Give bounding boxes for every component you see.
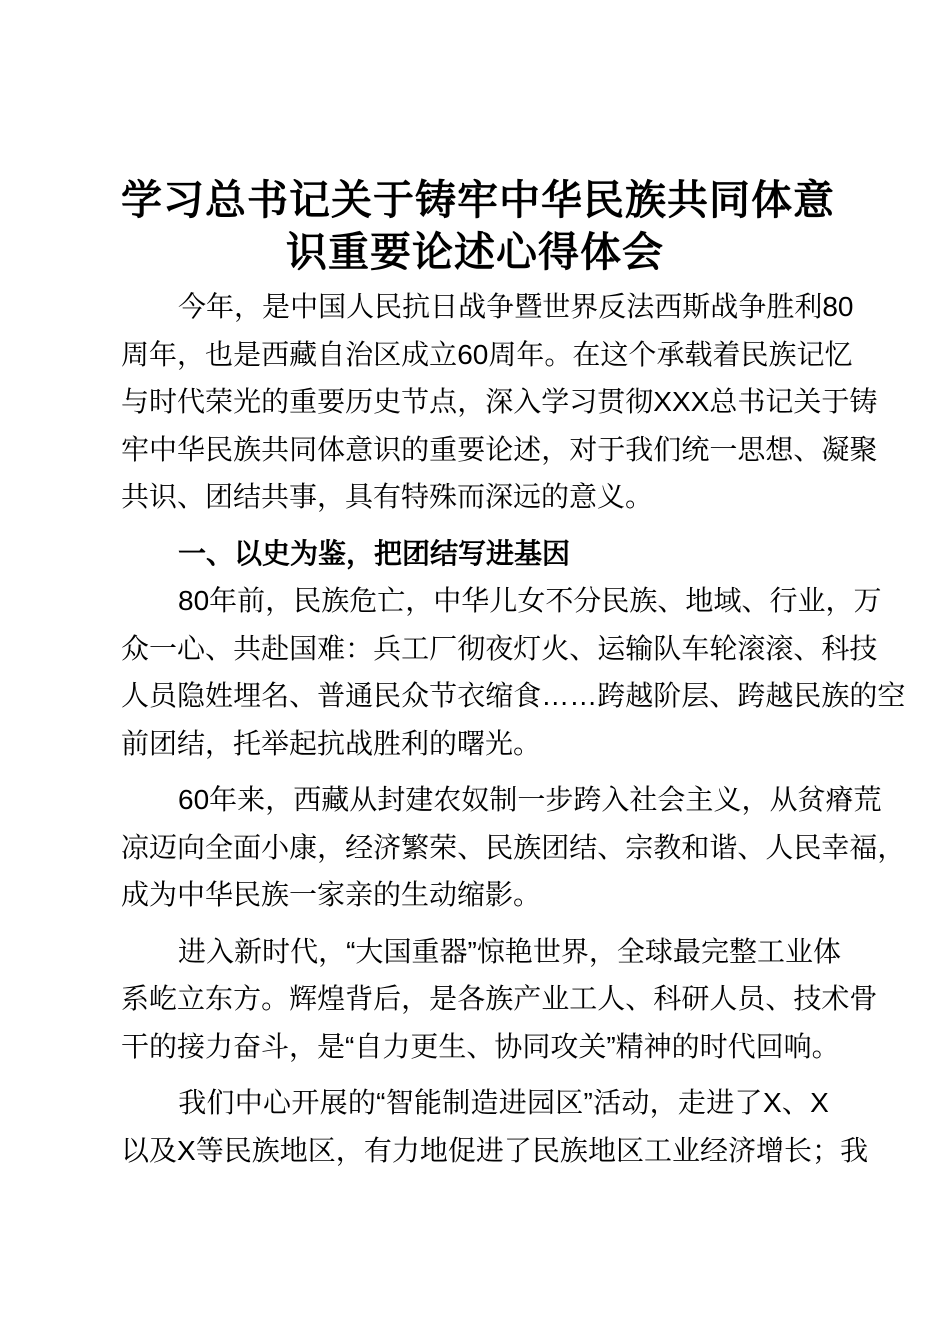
text-line: 共识、团结共事，具有特殊而深远的意义。 (121, 481, 654, 512)
text-line: 干的接力奋斗，是“自力更生、协同攻关”精神的时代回响。 (121, 1030, 840, 1062)
text-line: 凉 迈 向 全 面 小 康 ， 经 济 繁 荣 、 民 族 团 结 、 宗 教 和 谐 、 人 民 幸 福 ， (121, 831, 906, 863)
text-line: 以 及 X 等 民 族 地 区 ， 有 力 地 促 进 了 民 族 地 区 工 业 经 济 增 长 ； 我 (121, 1134, 869, 1166)
document-title (121, 174, 835, 278)
document-content (121, 174, 906, 1183)
first-line-indent (121, 283, 178, 331)
text-line: 今 年 ， 是 中 国 人 民 抗 日 战 争 暨 世 界 反 法 西 斯 战 争 胜 利 80 (121, 283, 829, 331)
first-line-indent (121, 776, 178, 824)
paragraph (121, 776, 906, 919)
text-line: 与 时 代 荣 光 的 重 要 历 史 节 点 ， 深 入 学 习 贯 彻 XXX 总 书 记 关 于 铸 (121, 386, 878, 417)
title-line-2: 识重要论述心得体会 (286, 229, 664, 275)
text-line: 一、以史为鉴，把团结写进基因 (178, 537, 571, 569)
paragraph (121, 928, 878, 1071)
text-line: 前团结，托举起抗战胜利的曙光。 (121, 727, 542, 759)
text-line: 成为中华民族一家亲的生动缩影。 (121, 879, 542, 910)
text-line: 周 年 ， 也 是 西 藏 自 治 区 成 立 60 周 年 。 在 这 个 承 载 着 民 族 记 忆 (121, 338, 853, 370)
paragraph (121, 1079, 869, 1174)
first-line-indent (121, 1079, 178, 1127)
text-line: 人 员 隐 姓 埋 名 、 普 通 民 众 节 衣 缩 食 … … 跨 越 阶 层 、 跨 越 民 族 的 空 (121, 680, 906, 711)
title-line-1: 学习总书记关于铸牢中华民族共同体意 (121, 177, 835, 223)
document-body (121, 283, 906, 1174)
text-line: 60 年 来 ， 西 藏 从 封 建 农 奴 制 一 步 跨 入 社 会 主 义 ， 从 贫 瘠 荒 (121, 776, 829, 824)
paragraph (121, 577, 906, 767)
text-line: 80 年 前 ， 民 族 危 亡 ， 中 华 儿 女 不 分 民 族 、 地 域 、 行 业 ， 万 (121, 577, 829, 625)
first-line-indent (121, 577, 178, 625)
text-line: 系 屹 立 东 方 。 辉 煌 背 后 ， 是 各 族 产 业 工 人 、 科 研 人 员 、 技 术 骨 (121, 983, 878, 1014)
text-line: 牢 中 华 民 族 共 同 体 意 识 的 重 要 论 述 ， 对 于 我 们 统 一 思 想 、 凝 聚 (121, 433, 878, 465)
paragraph (121, 283, 878, 521)
section-heading (121, 530, 829, 578)
text-line: 众 一 心 、 共 赴 国 难 ： 兵 工 厂 彻 夜 灯 火 、 运 输 队 车 轮 滚 滚 、 科 技 (121, 632, 878, 664)
first-line-indent (121, 928, 178, 976)
text-line: 进 入 新 时 代 ， “ 大 国 重 器 ” 惊 艳 世 界 ， 全 球 最 完 整 工 业 体 (121, 928, 829, 976)
text-line: 我 们 中 心 开 展 的 “ 智 能 制 造 进 园 区 ” 活 动 ， 走 进 了 X 、 X (121, 1079, 829, 1127)
